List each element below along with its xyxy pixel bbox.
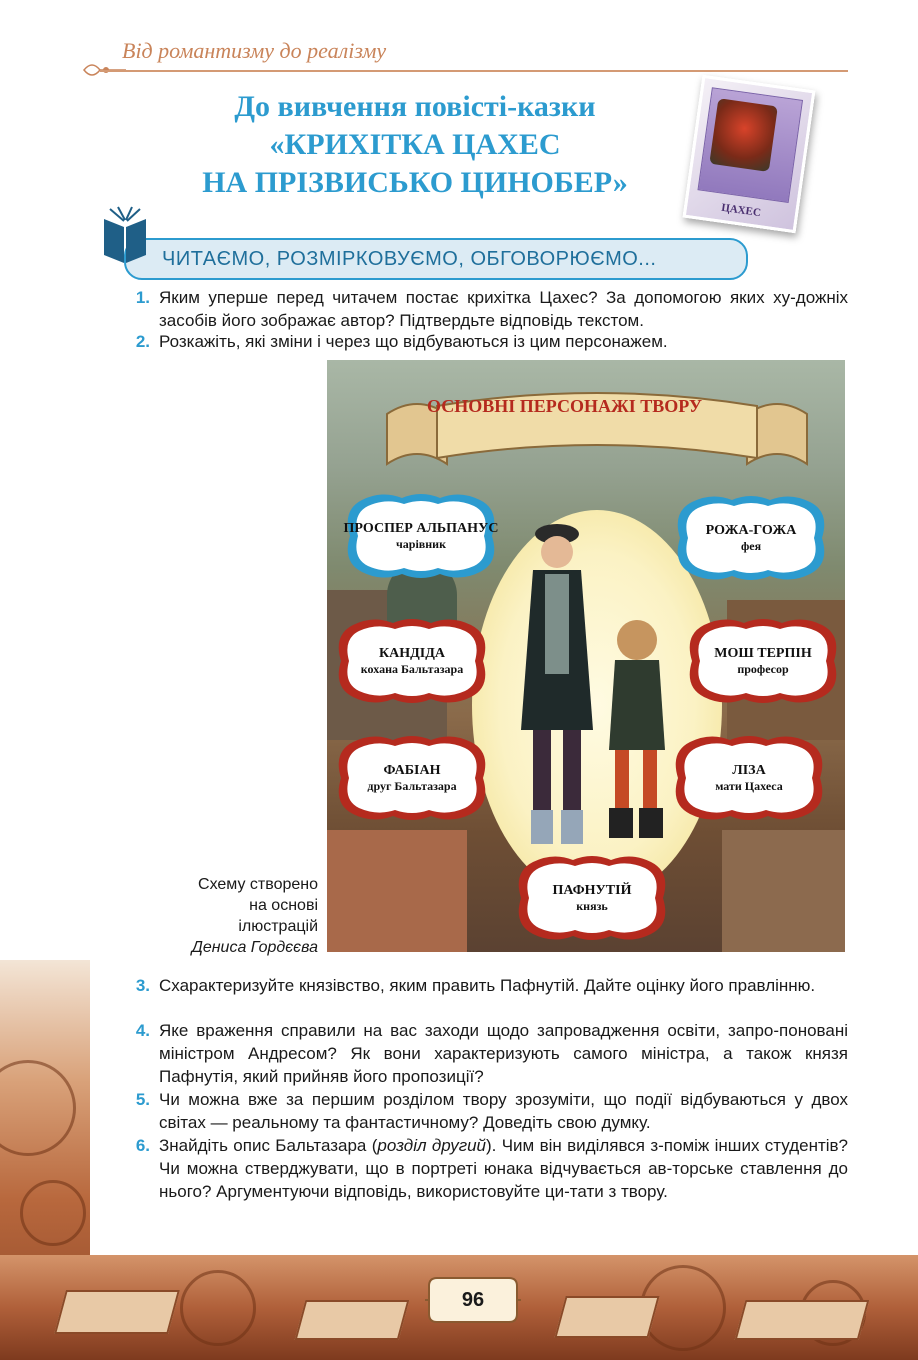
question-text <box>159 1134 848 1203</box>
character-name: КАНДІДА <box>379 646 445 661</box>
decorative-book <box>295 1300 410 1340</box>
background-house <box>327 830 467 952</box>
decorative-book <box>735 1300 870 1340</box>
running-head: Від романтизму до реалізму <box>122 38 387 63</box>
character-badge <box>342 490 500 582</box>
title-line: НА ПРІЗВИСЬКО ЦИНОБЕР» <box>202 166 628 199</box>
question-item <box>128 1088 848 1134</box>
question-text-part: ). Чим він виділявся з-поміж інших студентів? Чи можна стверджувати, що в портреті юнака відчувається ав-торське ставлення до нього? Аргументуючи відповідь, використовуйте ци-тати з твору. <box>159 1136 849 1201</box>
scroll-title: ОСНОВНІ ПЕРСОНАЖІ ТВОРУ <box>427 396 703 416</box>
caption-line: Схему створено <box>198 876 318 893</box>
question-number: 2. <box>135 332 150 351</box>
question-number: 5. <box>135 1090 150 1109</box>
page-title <box>140 88 690 202</box>
open-book-icon <box>100 205 150 265</box>
section-banner <box>124 238 748 280</box>
question-text: Чи можна вже за першим розділом твору зрозуміти, що події відбуваються у двох світах — реальному та фантастичному? Доведіть свою думку. <box>159 1090 848 1132</box>
question-number: 1. <box>135 288 150 307</box>
question-item <box>128 1134 848 1203</box>
character-badge <box>513 852 671 944</box>
question-text: Розкажіть, які зміни і через що відбуваються із цим персонажем. <box>159 332 668 351</box>
characters-scheme-figure <box>327 360 845 952</box>
character-name: ПАФНУТІЙ <box>552 883 632 898</box>
question-number: 3. <box>135 976 150 995</box>
character-name: РОЖА-ГОЖА <box>705 523 797 538</box>
title-line: «КРИХІТКА ЦАХЕС <box>269 128 561 161</box>
question-item <box>128 974 848 997</box>
question-item <box>128 330 848 353</box>
character-badge <box>333 615 491 707</box>
character-role: кохана Бальтазара <box>360 662 464 676</box>
decorative-book <box>554 1296 659 1338</box>
caption-line: ілюстрацій <box>238 918 318 935</box>
book-cover-title: ЦАХЕС <box>720 201 762 220</box>
character-name: ПРОСПЕР АЛЬПАНУС <box>343 521 499 536</box>
header-rule <box>100 70 848 72</box>
character-role: князь <box>576 899 608 913</box>
book-cover-image <box>683 75 816 233</box>
page-number: 96 <box>461 1289 485 1311</box>
character-role: професор <box>737 662 789 676</box>
character-badge <box>333 732 491 824</box>
character-badge <box>670 732 828 824</box>
character-role: фея <box>740 539 762 553</box>
character-badge <box>672 492 830 584</box>
question-text: Яке враження справили на вас заходи щодо запровадження освіти, запро-поновані міністром Андресом? Як вони характеризують самого міністра, а також князя Пафнутія, який прийняв його пропозиції? <box>159 1021 848 1086</box>
characters-illustration <box>497 520 697 860</box>
section-banner-label: ЧИТАЄМО, РОЗМІРКОВУЄМО, ОБГОВОРЮЄМО... <box>162 248 657 270</box>
question-number: 4. <box>135 1021 150 1040</box>
character-role: мати Цахеса <box>715 779 783 793</box>
character-name: ФАБІАН <box>383 763 441 778</box>
figure-caption <box>140 874 318 958</box>
question-item <box>128 286 848 332</box>
caption-line: на основі <box>249 897 318 914</box>
title-line: До вивчення повісті-казки <box>234 90 596 123</box>
question-item <box>128 1019 848 1088</box>
character-badge <box>684 615 842 707</box>
caption-author: Дениса Гордєєва <box>191 939 318 956</box>
background-house <box>722 830 845 952</box>
character-name: МОШ ТЕРПІН <box>714 646 812 661</box>
character-role: чарівник <box>396 537 446 551</box>
question-number: 6. <box>135 1136 150 1155</box>
cover-illustration <box>709 98 778 172</box>
question-text-part: Знайдіть опис Бальтазара ( <box>159 1136 378 1155</box>
decorative-swirl <box>20 1180 86 1246</box>
page-number-frame <box>425 1274 521 1326</box>
character-name: ЛІЗА <box>732 763 766 778</box>
decorative-book <box>54 1290 180 1334</box>
question-text: Яким уперше перед читачем постає крихітка Цахес? За допомогою яких ху-дожніх засобів його зображає автор? Підтвердьте відповідь текстом. <box>159 288 848 330</box>
question-text-italic: розділ другий <box>377 1136 486 1155</box>
character-role: друг Бальтазара <box>367 779 457 793</box>
question-text: Схарактеризуйте князівство, яким править Пафнутій. Дайте оцінку його правлінню. <box>159 976 816 995</box>
decorative-swirl <box>180 1270 256 1346</box>
